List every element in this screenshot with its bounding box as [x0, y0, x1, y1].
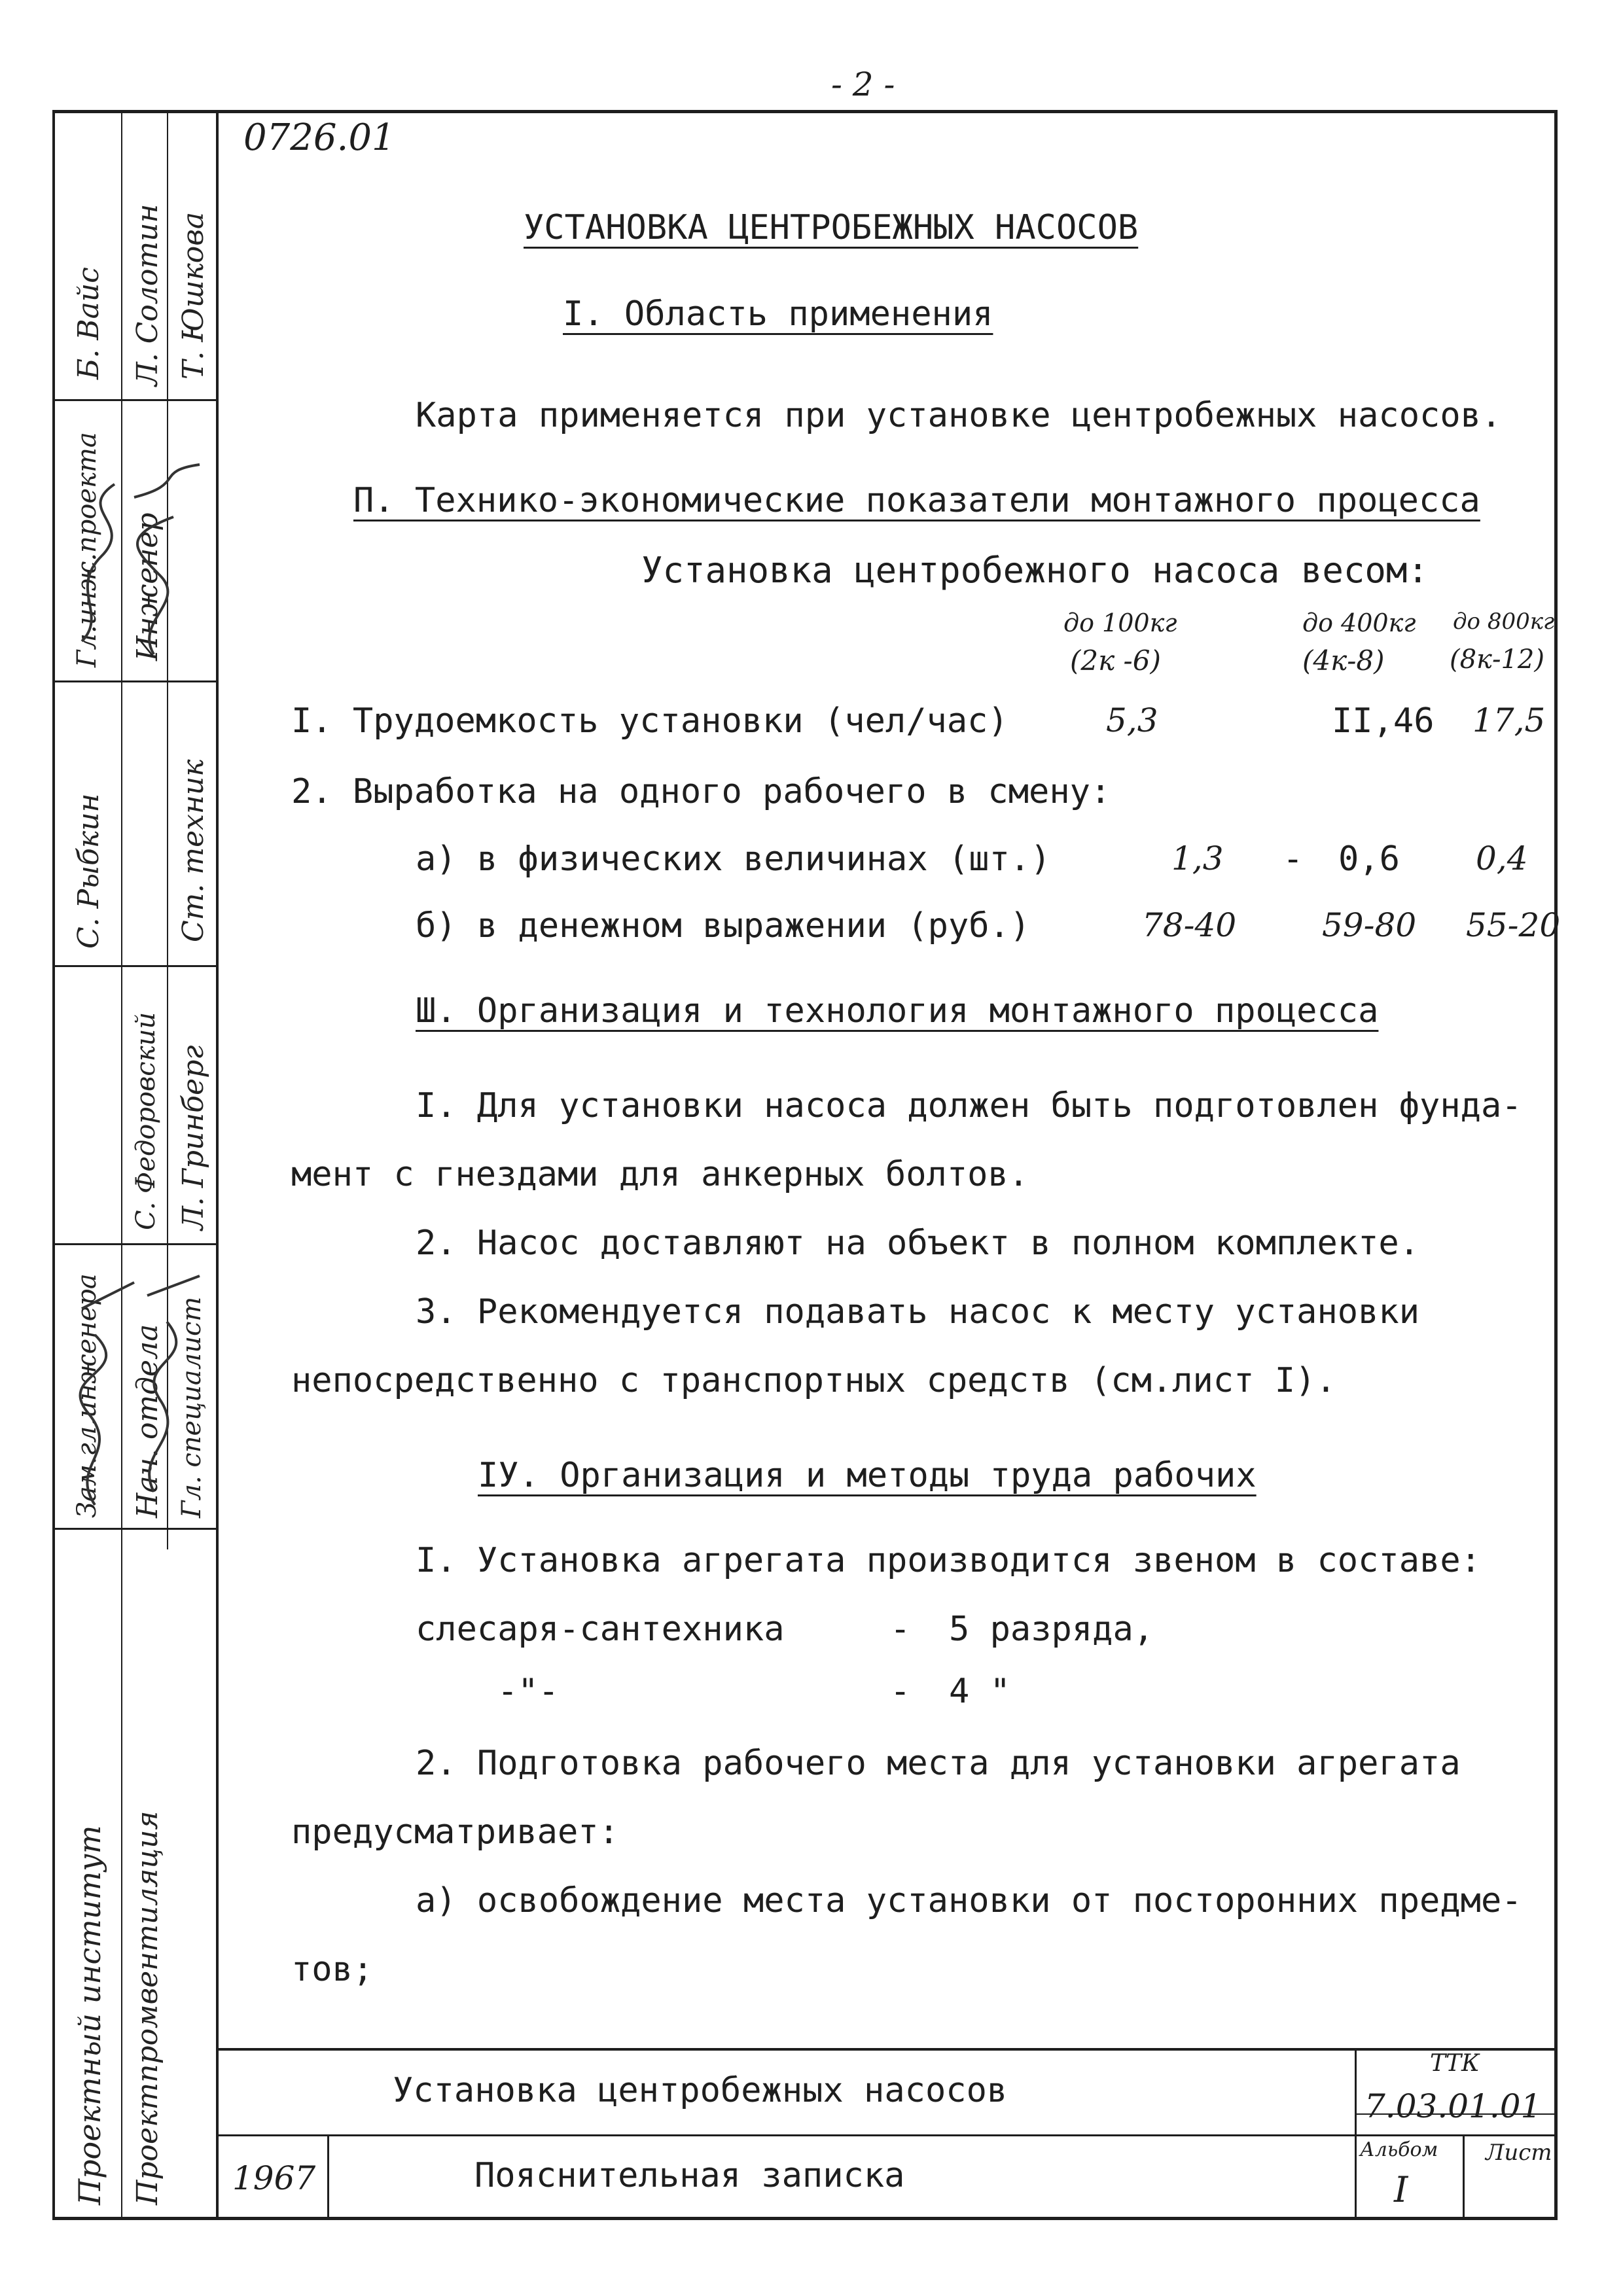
side-role: Нач. отдела: [131, 1324, 164, 1518]
section-3-paragraph: 2. Насос доставляют на объект в полном комплекте.: [416, 1224, 1420, 1263]
row-label: а) в физических величинах (шт.): [416, 839, 1051, 879]
side-row-divider: [52, 680, 217, 682]
side-role: Гл.инж.проекта: [72, 432, 102, 667]
row-value: 78-40: [1142, 906, 1237, 944]
side-signature-name: С. Рыбкин: [72, 793, 105, 949]
side-signature-name: Л. Солотин: [131, 203, 164, 386]
stamp-title: Установка центробежных насосов: [393, 2071, 1008, 2110]
row-value: 5,3: [1106, 701, 1158, 739]
section-4-paragraph: 2. Подготовка рабочего места для установки агрегата: [416, 1744, 1461, 1783]
crew-dash: -: [890, 1672, 911, 1711]
col-model-2: (4к-8): [1302, 645, 1385, 677]
side-col-divider-1: [121, 110, 122, 2220]
stamp-album-label: Альбом: [1360, 2138, 1438, 2161]
signature-mark: [56, 458, 213, 674]
section-4-paragraph: а) освобождение места установки от посторонних предме-: [416, 1881, 1522, 1920]
crew-grade: 4 ": [949, 1672, 1010, 1711]
side-column-border: [216, 110, 219, 2220]
section-4-paragraph: тов;: [291, 1950, 374, 1989]
stamp-year: 1967: [232, 2159, 316, 2197]
row-value: 1,3: [1171, 839, 1224, 877]
stamp-sheet-label: Лист: [1486, 2140, 1552, 2166]
row-value: 0,4: [1476, 839, 1528, 877]
row-label: I. Трудоемкость установки (чел/час): [291, 701, 1008, 741]
col-model-3: (8к-12): [1450, 645, 1544, 675]
section-3-paragraph: непосредственно с транспортных средств (см.лист I).: [291, 1361, 1336, 1400]
section-3-paragraph: I. Для установки насоса должен быть подготовлен фунда-: [416, 1086, 1522, 1125]
stamp-subtitle: Пояснительная записка: [474, 2156, 905, 2195]
side-role: Гл. специалист: [177, 1296, 207, 1518]
section-2-heading: П. Технико-экономические показатели монтажного процесса: [353, 481, 1480, 520]
side-signature-name: Т. Юшкова: [177, 211, 210, 380]
col-weight-1: до 100кг: [1063, 609, 1177, 637]
section-3-paragraph: 3. Рекомендуется подавать насос к месту установки: [416, 1292, 1420, 1332]
stamp-ttk: ТТК: [1430, 2050, 1480, 2077]
stamp-album: I: [1394, 2169, 1408, 2210]
side-org: Проектный институт: [72, 1825, 107, 2205]
side-role: Зам.гл.инженера: [72, 1273, 102, 1518]
row-value: 0,6: [1338, 839, 1400, 879]
row-value: II,46: [1332, 701, 1435, 741]
row-value: 59-80: [1322, 906, 1417, 944]
page-number: - 2 -: [831, 65, 895, 103]
side-role: Ст. техник: [177, 759, 210, 942]
doc-code: 0726.01: [243, 116, 395, 159]
section-2-subheading: Установка центробежного насоса весом:: [641, 550, 1429, 591]
frame-top: [52, 110, 1558, 113]
stamp-code: 7.03.01.01: [1364, 2087, 1542, 2125]
stamp-divider: [1355, 2048, 1357, 2219]
page-title: УСТАНОВКА ЦЕНТРОБЕЖНЫХ НАСОСОВ: [524, 208, 1139, 247]
side-row-divider: [52, 1243, 217, 1245]
row-value: 55-20: [1466, 906, 1561, 944]
side-signature-name: Б. Вайс: [72, 267, 105, 380]
side-row-divider: [52, 965, 217, 967]
section-4-paragraph: I. Установка агрегата производится звеном в составе:: [416, 1541, 1481, 1580]
side-role: Инженер: [131, 512, 164, 661]
stamp-divider: [327, 2134, 329, 2219]
side-row-divider: [52, 399, 217, 401]
row-label: б) в денежном выражении (руб.): [416, 906, 1031, 945]
signature-mark: [56, 1256, 213, 1518]
frame-left: [52, 110, 55, 2220]
stamp-divider: [1463, 2134, 1465, 2219]
side-org: Проектпромвентиляция: [131, 1810, 164, 2205]
side-signature-name: Л. Гринберг: [177, 1045, 210, 1230]
side-row-divider: [52, 1528, 217, 1530]
row-dash: -: [1283, 839, 1304, 879]
section-4-heading: IУ. Организация и методы труда рабочих: [478, 1456, 1257, 1495]
frame-right: [1554, 110, 1558, 2220]
side-signature-name: С. Федоровский: [131, 1012, 161, 1230]
section-4-paragraph: предусматривает:: [291, 1812, 619, 1852]
section-3-heading: Ш. Организация и технология монтажного процесса: [416, 991, 1379, 1031]
crew-grade: 5 разряда,: [949, 1610, 1154, 1649]
frame-bottom: [52, 2217, 1558, 2220]
col-weight-2: до 400кг: [1302, 609, 1416, 637]
col-model-1: (2к -6): [1070, 645, 1161, 677]
section-3-paragraph: мент с гнездами для анкерных болтов.: [291, 1155, 1029, 1194]
row-value: 17,5: [1472, 701, 1546, 739]
col-weight-3: до 800кг: [1453, 609, 1555, 635]
row-label: 2. Выработка на одного рабочего в смену:: [291, 772, 1111, 811]
section-1-heading: I. Область применения: [563, 294, 993, 334]
crew-role: -"-: [497, 1672, 559, 1711]
crew-role: слесаря-сантехника: [416, 1610, 785, 1649]
crew-dash: -: [890, 1610, 911, 1649]
section-1-text: Карта применяется при установке центробежных насосов.: [416, 396, 1502, 435]
